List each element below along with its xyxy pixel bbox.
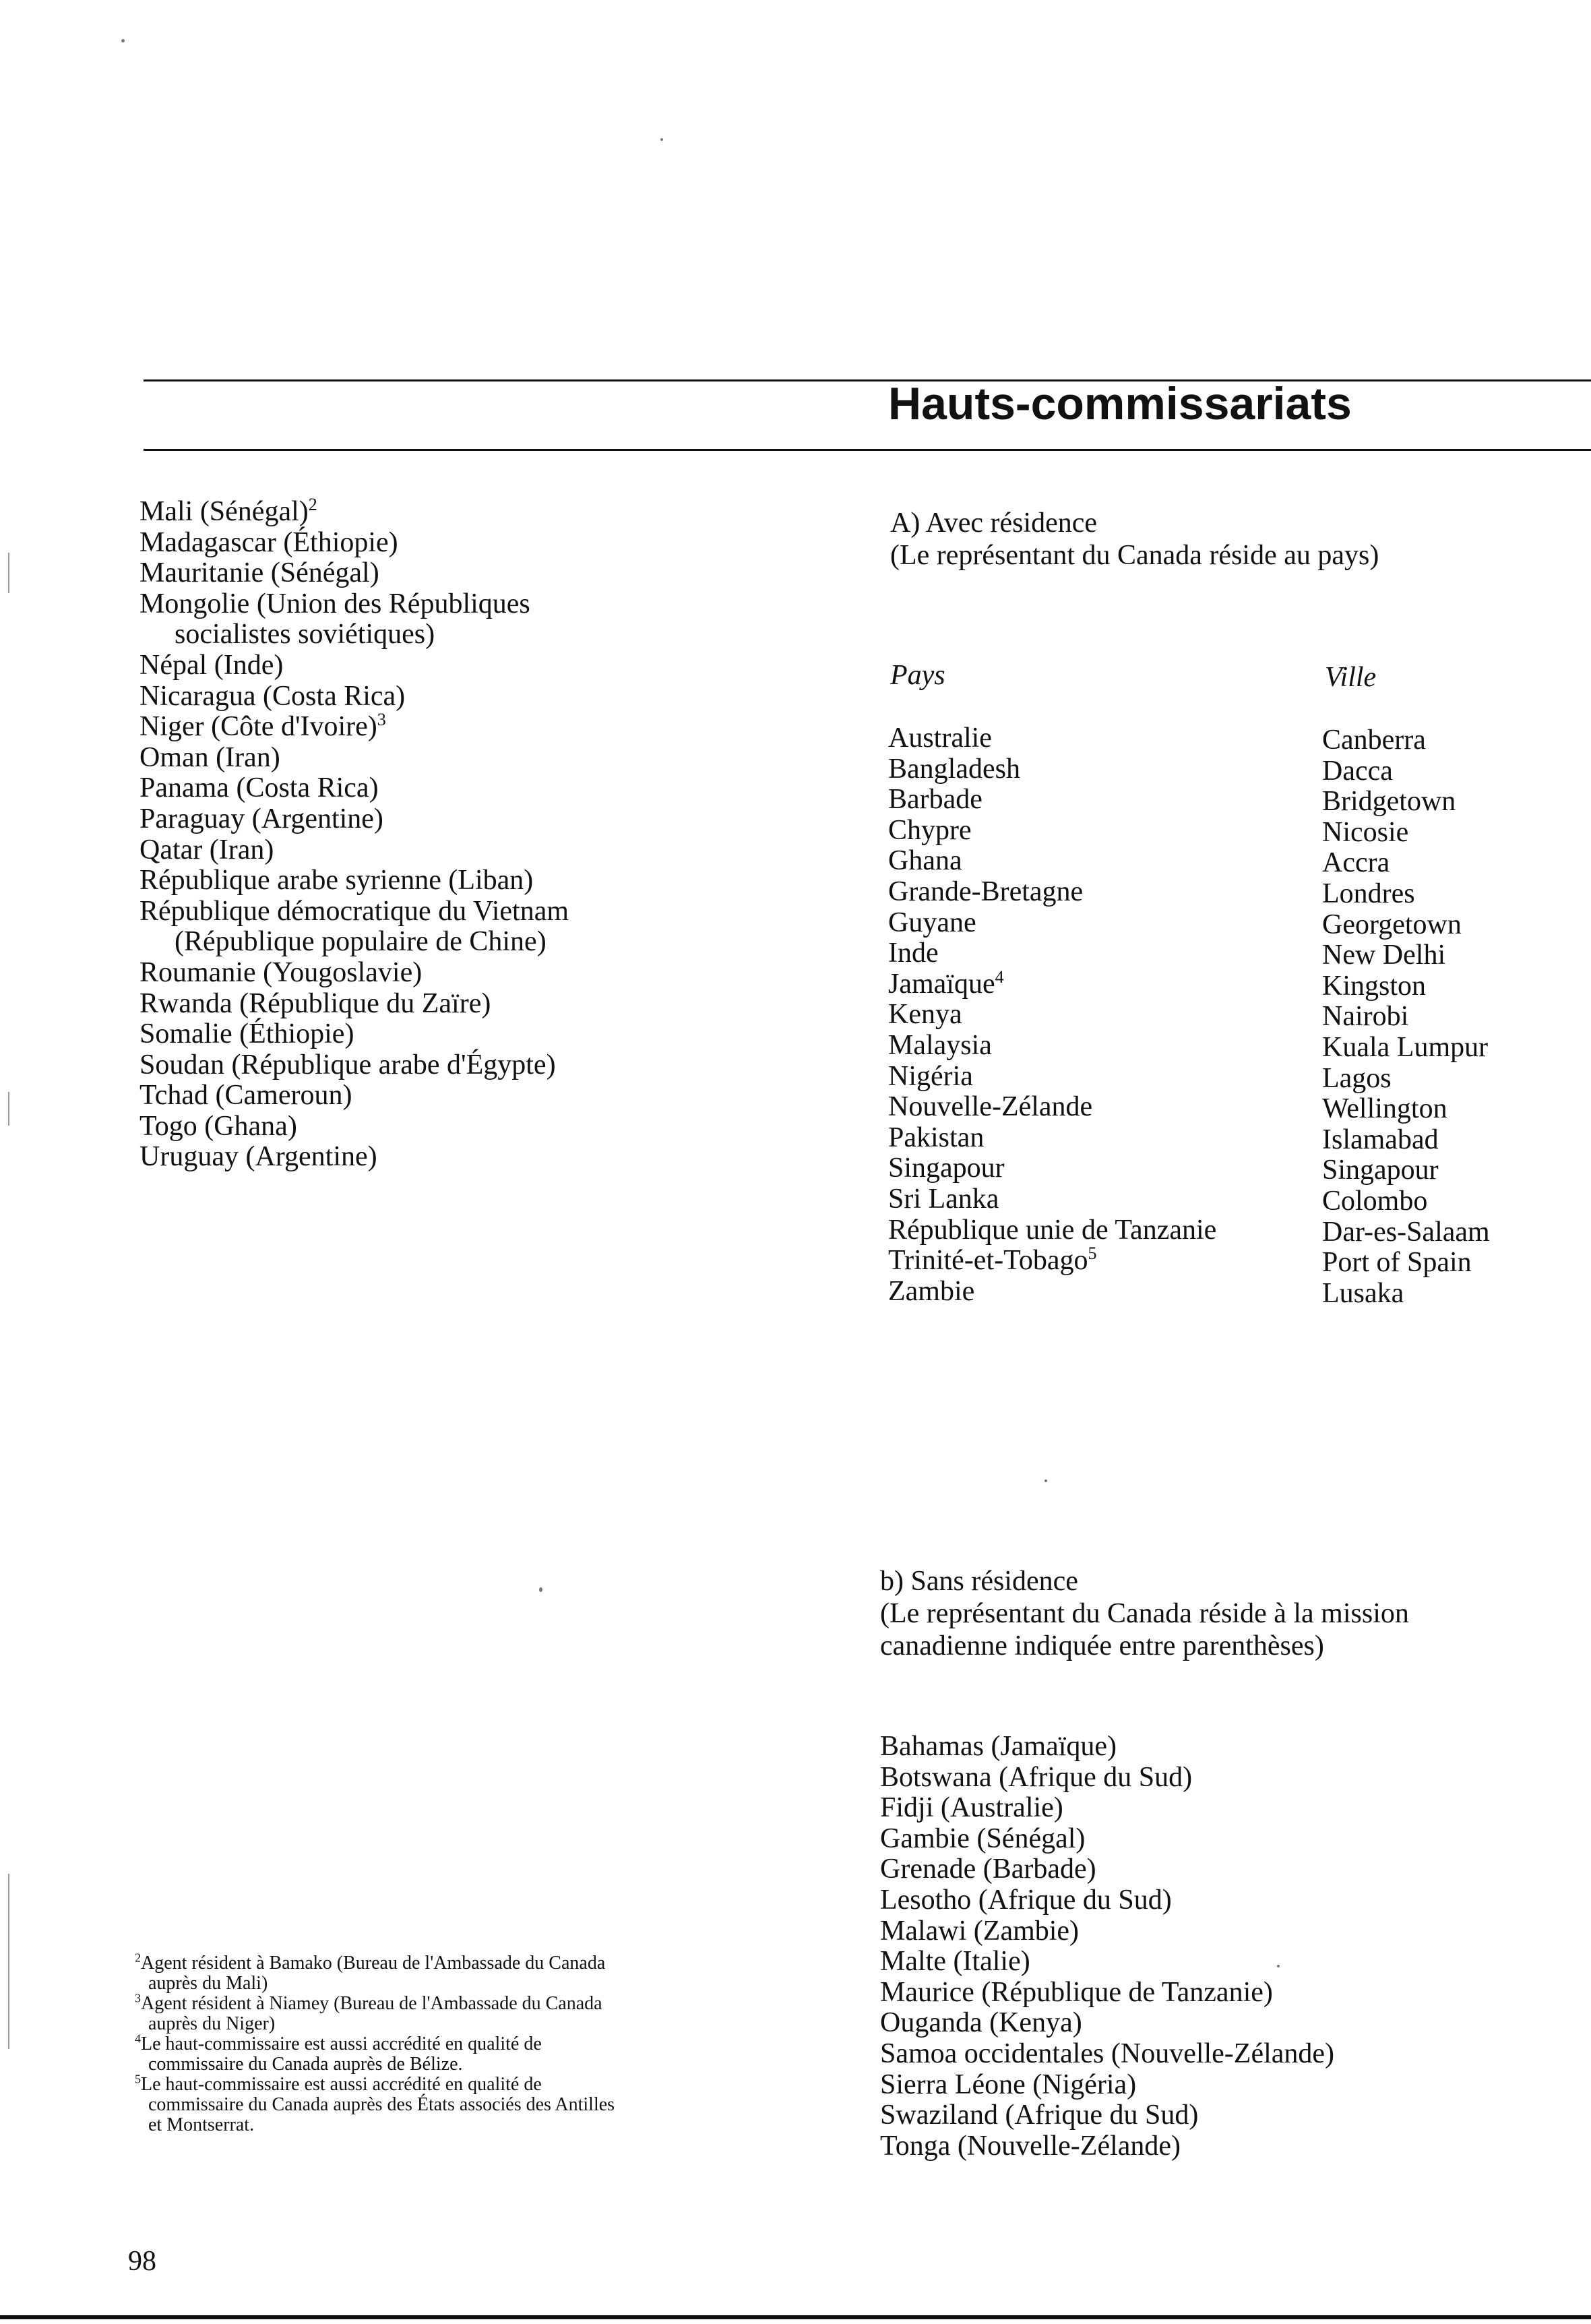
list-item: République démocratique du Vietnam bbox=[139, 895, 569, 927]
list-item: Sierra Léone (Nigéria) bbox=[880, 2069, 1137, 2100]
list-item: Swaziland (Afrique du Sud) bbox=[880, 2100, 1199, 2131]
page-title: Hauts-commissariats bbox=[888, 378, 1352, 429]
pays-cell: Sri Lanka bbox=[888, 1183, 999, 1215]
list-item: Somalie (Éthiopie) bbox=[139, 1018, 354, 1050]
list-item-continuation: socialistes soviétiques) bbox=[175, 619, 435, 650]
pays-cell: Nigéria bbox=[888, 1060, 973, 1092]
pays-cell: Australie bbox=[888, 723, 992, 754]
pays-cell: Chypre bbox=[888, 814, 972, 846]
list-item: Roumanie (Yougoslavie) bbox=[139, 956, 423, 988]
ville-cell: Nairobi bbox=[1322, 1001, 1409, 1033]
list-item: Soudan (République arabe d'Égypte) bbox=[139, 1049, 556, 1080]
ville-cell: Georgetown bbox=[1322, 909, 1462, 940]
pays-cell: Barbade bbox=[888, 784, 982, 816]
ville-cell: Lusaka bbox=[1322, 1277, 1404, 1309]
pays-cell: Bangladesh bbox=[888, 753, 1020, 785]
list-item: Rwanda (République du Zaïre) bbox=[139, 987, 491, 1019]
ville-cell: Londres bbox=[1322, 878, 1415, 909]
section-b-subheading-line: (Le représentant du Canada réside à la mission bbox=[880, 1598, 1409, 1629]
pays-cell: Jamaïque$^4$ bbox=[888, 967, 1004, 1000]
scan-edge-mark bbox=[8, 1092, 9, 1126]
ville-cell: Bridgetown bbox=[1322, 786, 1456, 818]
section-a-subheading: (Le représentant du Canada réside au pays) bbox=[890, 540, 1379, 571]
pays-cell: Singapour bbox=[888, 1153, 1005, 1184]
section-b-subheading-line: canadienne indiquée entre parenthèses) bbox=[880, 1630, 1324, 1661]
scan-edge-mark bbox=[8, 1874, 9, 2049]
top-rule bbox=[144, 379, 1591, 381]
column-header-pays: Pays bbox=[890, 660, 945, 691]
footnote: $^3$Agent résident à Niamey (Bureau de l'Ambassade du Canada auprès du Niger) bbox=[135, 1991, 602, 2034]
ville-cell: Nicosie bbox=[1322, 816, 1409, 848]
pays-cell: Pakistan bbox=[888, 1122, 985, 1153]
pays-cell: Malaysia bbox=[888, 1029, 992, 1061]
list-item: Grenade (Barbade) bbox=[880, 1854, 1096, 1885]
ville-cell: Lagos bbox=[1322, 1062, 1392, 1094]
footnotes bbox=[135, 1953, 768, 2135]
pays-cell: Kenya bbox=[888, 999, 962, 1031]
ville-cell: Kingston bbox=[1322, 970, 1427, 1002]
list-item: Oman (Iran) bbox=[139, 741, 280, 773]
list-item: Tchad (Cameroun) bbox=[139, 1080, 352, 1111]
ville-cell: Wellington bbox=[1322, 1093, 1447, 1125]
bottom-page-rule bbox=[0, 2315, 1591, 2319]
ville-cell: Port of Spain bbox=[1322, 1247, 1472, 1279]
list-item: Malte (Italie) bbox=[880, 1946, 1030, 1978]
non-resident-missions-list bbox=[880, 1732, 1334, 2162]
ville-cell: New Delhi bbox=[1322, 940, 1446, 971]
list-item: Bahamas (Jamaïque) bbox=[880, 1731, 1117, 1762]
list-item-continuation: (République populaire de Chine) bbox=[175, 926, 547, 958]
ville-cell: Accra bbox=[1322, 847, 1390, 879]
scan-edge-mark bbox=[8, 553, 9, 593]
ville-cell: Dacca bbox=[1322, 755, 1393, 787]
list-item: Mali (Sénégal)$^2$ bbox=[139, 495, 317, 527]
list-item: Lesotho (Afrique du Sud) bbox=[880, 1884, 1172, 1916]
scan-speck bbox=[660, 138, 663, 141]
non-resident-missions-list-continued bbox=[139, 497, 569, 1173]
list-item: République arabe syrienne (Liban) bbox=[139, 865, 534, 896]
list-item: Nicaragua (Costa Rica) bbox=[139, 680, 406, 712]
footnote: $^2$Agent résident à Bamako (Bureau de l'Ambassade du Canada auprès du Mali) bbox=[135, 1951, 606, 1994]
section-a-heading-block bbox=[890, 507, 1379, 572]
list-item: Tonga (Nouvelle-Zélande) bbox=[880, 2130, 1181, 2162]
ville-cell: Dar-es-Salaam bbox=[1322, 1216, 1490, 1248]
section-a-heading: A) Avec résidence bbox=[890, 508, 1098, 539]
list-item: Uruguay (Argentine) bbox=[139, 1141, 377, 1173]
ville-cell: Kuala Lumpur bbox=[1322, 1031, 1489, 1063]
ville-cell: Canberra bbox=[1322, 725, 1426, 756]
page-number: 98 bbox=[128, 2246, 156, 2277]
section-b-heading: b) Sans résidence bbox=[880, 1566, 1078, 1597]
title-underline-rule bbox=[144, 449, 1591, 451]
scan-speck bbox=[539, 1587, 542, 1592]
list-item: Madagascar (Éthiopie) bbox=[139, 526, 398, 558]
pays-cell: Guyane bbox=[888, 907, 976, 938]
footnote: $^4$Le haut-commissaire est aussi accrédité en qualité de commissaire du Canada auprès de Bélize. bbox=[135, 2031, 542, 2075]
list-item: Fidji (Australie) bbox=[880, 1792, 1063, 1824]
list-item: Paraguay (Argentine) bbox=[139, 803, 383, 834]
list-item: Mongolie (Union des Républiques bbox=[139, 588, 530, 619]
section-b-heading-block bbox=[880, 1565, 1409, 1662]
ville-cell: Singapour bbox=[1322, 1155, 1439, 1186]
ville-cell: Colombo bbox=[1322, 1185, 1428, 1217]
list-item: Gambie (Sénégal) bbox=[880, 1823, 1086, 1854]
pays-cell: République unie de Tanzanie bbox=[888, 1214, 1217, 1246]
pays-cell: Nouvelle-Zélande bbox=[888, 1091, 1093, 1123]
list-item: Niger (Côte d'Ivoire)$^3$ bbox=[139, 710, 386, 743]
column-header-ville: Ville bbox=[1325, 662, 1377, 693]
list-item: Maurice (République de Tanzanie) bbox=[880, 1976, 1273, 2008]
pays-cell: Grande-Bretagne bbox=[888, 876, 1084, 907]
list-item: Qatar (Iran) bbox=[139, 834, 274, 865]
pays-cell: Ghana bbox=[888, 845, 962, 877]
pays-cell: Zambie bbox=[888, 1275, 975, 1307]
list-item: Samoa occidentales (Nouvelle-Zélande) bbox=[880, 2038, 1335, 2069]
pays-cell: Trinité-et-Tobago$^5$ bbox=[888, 1244, 1097, 1277]
scan-speck bbox=[1044, 1479, 1047, 1482]
scan-speck bbox=[121, 39, 125, 42]
list-item: Malawi (Zambie) bbox=[880, 1915, 1080, 1947]
list-item: Ouganda (Kenya) bbox=[880, 2007, 1082, 2039]
pays-cell: Inde bbox=[888, 938, 939, 969]
pays-column bbox=[888, 723, 1216, 1307]
list-item: Botswana (Afrique du Sud) bbox=[880, 1761, 1193, 1793]
ville-column bbox=[1322, 725, 1490, 1309]
list-item: Népal (Inde) bbox=[139, 649, 284, 681]
list-item: Togo (Ghana) bbox=[139, 1110, 297, 1142]
list-item: Panama (Costa Rica) bbox=[139, 772, 379, 804]
list-item: Mauritanie (Sénégal) bbox=[139, 557, 379, 589]
ville-cell: Islamabad bbox=[1322, 1124, 1439, 1155]
footnote: $^5$Le haut-commissaire est aussi accrédité en qualité de commissaire du Canada auprès des États associés des Antilles et Montserrat. bbox=[135, 2072, 615, 2135]
